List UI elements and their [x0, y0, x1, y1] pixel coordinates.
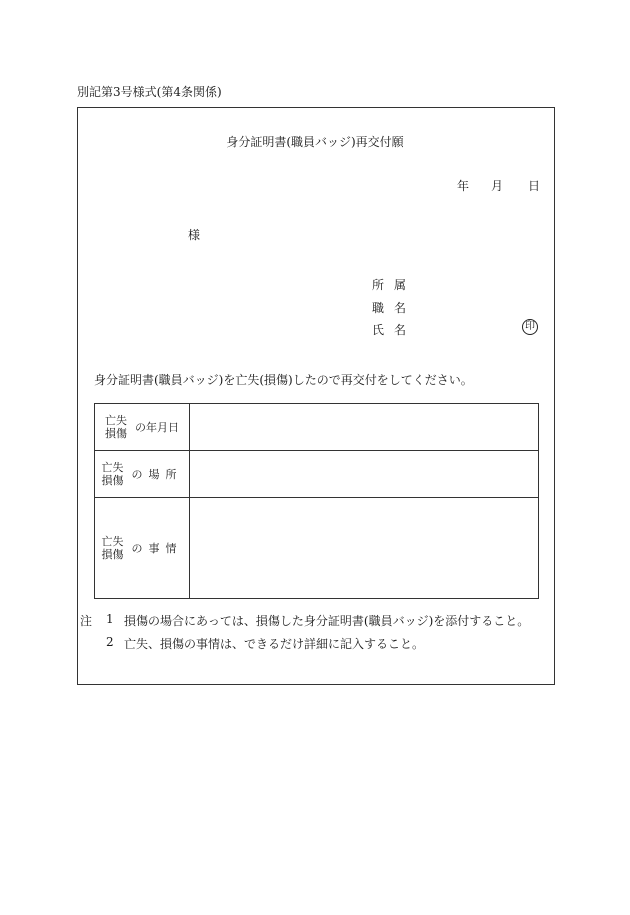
form-number-label: 別記第3号様式(第4条関係) — [77, 85, 222, 99]
notes-prefix: 注 — [80, 614, 93, 628]
date-day-label: 日 — [528, 179, 541, 193]
note-number: 2 — [106, 635, 114, 649]
label-damaged: 損傷 — [105, 427, 127, 440]
circumstances-value-cell[interactable] — [195, 497, 532, 598]
label-lost: 亡失 — [101, 460, 124, 474]
row-label-date — [95, 404, 189, 450]
position-label: 職名 — [372, 301, 417, 315]
affiliation-label: 所属 — [372, 278, 417, 292]
label-lost: 亡失 — [105, 414, 127, 427]
addressee-honorific: 様 — [188, 228, 201, 242]
request-statement: 身分証明書(職員バッジ)を亡失(損傷)したので再交付をしてください。 — [94, 373, 473, 387]
date-month-label: 月 — [491, 179, 504, 193]
note-text: 亡失、損傷の事情は、できるだけ詳細に記入すること。 — [124, 637, 425, 651]
row-label-stack — [102, 535, 124, 561]
row-label-suffix: の事情 — [131, 541, 183, 555]
note-text: 損傷の場合にあっては、損傷した身分証明書(職員バッジ)を添付すること。 — [124, 614, 530, 628]
name-label: 氏名 — [372, 323, 417, 337]
label-damaged: 損傷 — [101, 547, 124, 561]
incident-table — [94, 403, 539, 599]
row-label-stack — [105, 414, 127, 440]
row-label-place — [95, 450, 189, 497]
seal-text: 印 — [525, 321, 535, 332]
note-number: 1 — [106, 612, 114, 626]
table-column-divider — [189, 404, 190, 598]
label-lost: 亡失 — [101, 534, 124, 548]
place-value-cell[interactable] — [195, 450, 532, 497]
seal-mark — [522, 319, 538, 335]
row-label-circumstances — [95, 497, 189, 598]
date-year-label: 年 — [457, 179, 470, 193]
date-value-cell[interactable] — [195, 404, 532, 450]
label-damaged: 損傷 — [101, 473, 124, 487]
row-label-suffix: の場所 — [131, 467, 183, 481]
row-label-stack — [102, 461, 124, 487]
row-label-suffix: の年月日 — [135, 421, 179, 434]
form-title: 身分証明書(職員バッジ)再交付願 — [226, 135, 404, 149]
